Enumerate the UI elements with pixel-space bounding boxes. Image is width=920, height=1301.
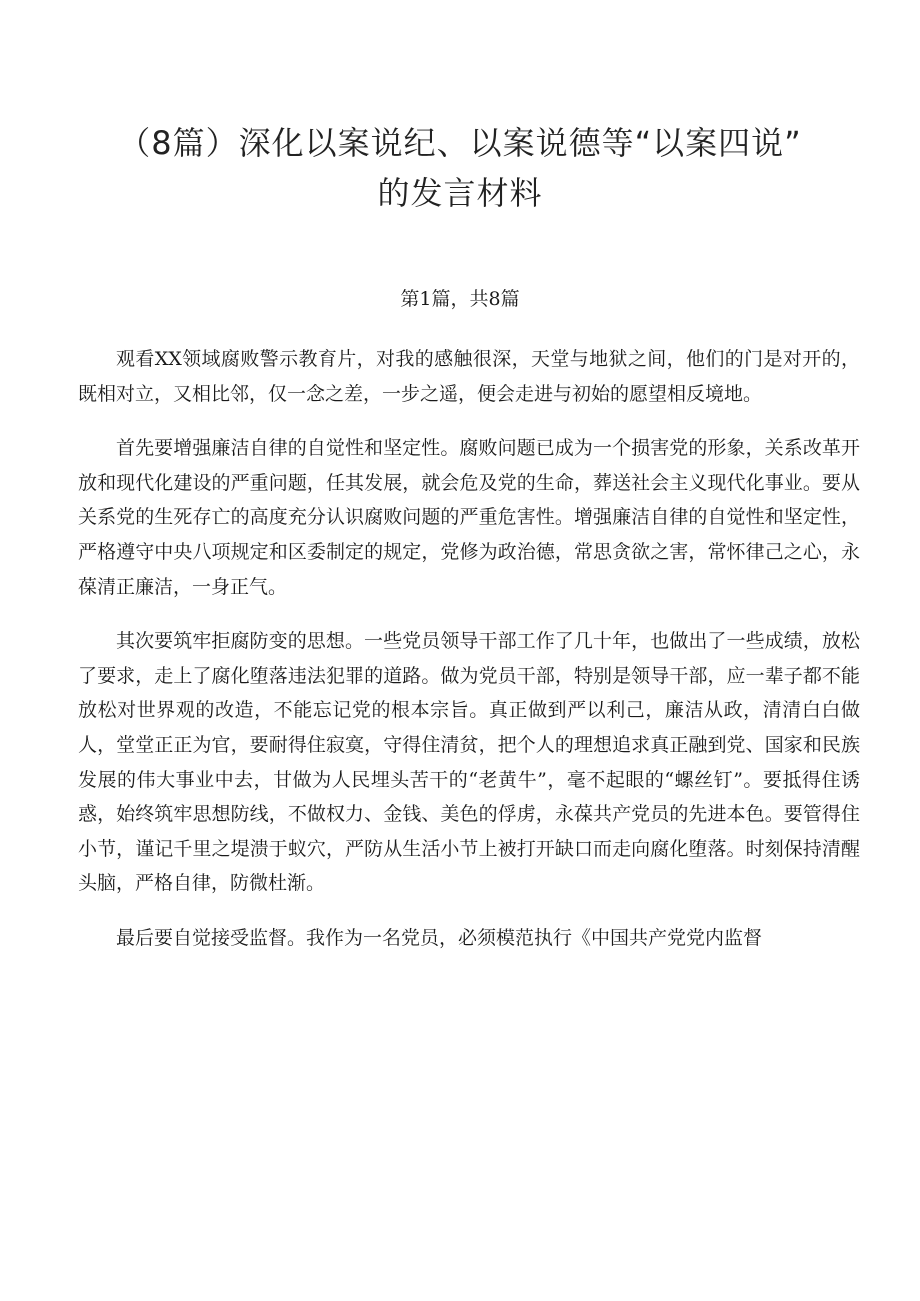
paragraph: 观看XX领域腐败警示教育片，对我的感触很深，天堂与地狱之间，他们的门是对开的，既相对立，又相比邻，仅一念之差，一步之遥，便会走进与初始的愿望相反境地。 (78, 348, 860, 405)
title-line-2: 的发言材料 (377, 174, 543, 212)
document-body (78, 342, 860, 976)
part-heading: 第1篇，共8篇 (400, 288, 520, 310)
paragraph: 其次要筑牢拒腐防变的思想。一些党员领导干部工作了几十年，也做出了一些成绩，放松了要求，走上了腐化堕落违法犯罪的道路。做为党员干部，特别是领导干部，应一辈子都不能放松对世界观的改造，不能忘记党的根本宗旨。真正做到严以利己，廉洁从政，清清白白做人，堂堂正正为官，要耐得住寂寞，守得住清贫，把个人的理想追求真正融到党、国家和民族发展的伟大事业中去，甘做为人民埋头苦干的“老黄牛”，毫不起眼的“螺丝钉”。要抵得住诱惑，始终筑牢思想防线，不做权力、金钱、美色的俘虏，永葆共产党员的先进本色。要管得住小节，谨记千里之堤溃于蚁穴，严防从生活小节上被打开缺口而走向腐化堕落。时刻保持清醒头脑，严格自律，防微杜渐。 (78, 630, 860, 895)
paragraph: 首先要增强廉洁自律的自觉性和坚定性。腐败问题已成为一个损害党的形象，关系改革开放和现代化建设的严重问题，任其发展，就会危及党的生命，葬送社会主义现代化事业。要从关系党的生死存亡的高度充分认识腐败问题的严重危害性。增强廉洁自律的自觉性和坚定性，严格遵守中央八项规定和区委制定的规定，党修为政治德，常思贪欲之害，常怀律己之心，永葆清正廉洁，一身正气。 (78, 437, 860, 598)
title-line-1: （8篇）深化以案说纪、以案说德等“以案四说” (118, 124, 802, 162)
paragraph: 最后要自觉接受监督。我作为一名党员，必须模范执行《中国共产党党内监督 (116, 926, 763, 949)
document-title (60, 118, 860, 218)
